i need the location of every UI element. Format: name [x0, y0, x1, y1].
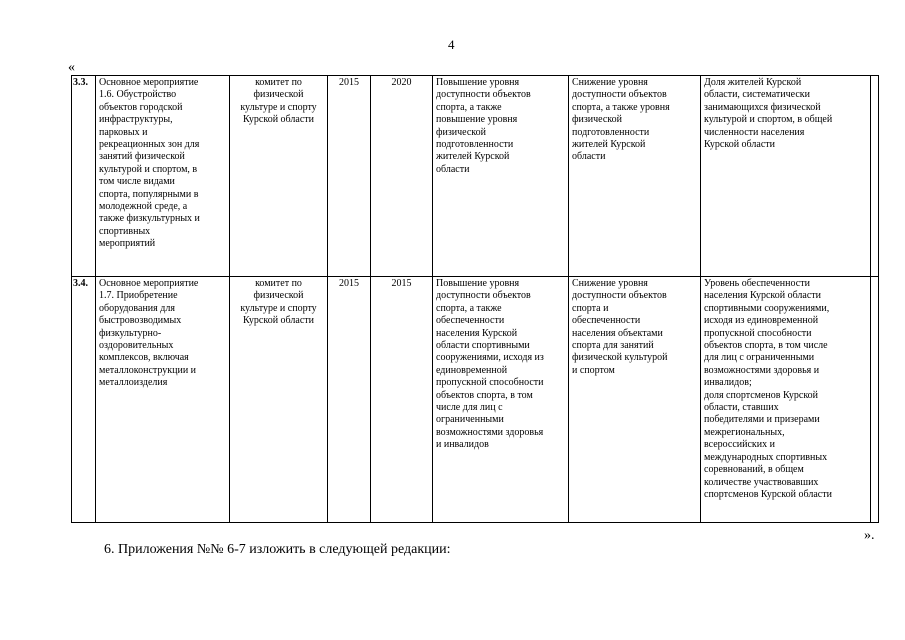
indicators-cell: Уровень обеспеченности населения Курской области спортивными сооружениями, исходя из единовременной пропускной способности объектов спорта, в том числе для лиц с ограниченными возможностями здоровья и инвалидов; доля спортсменов Курской области, ставших победителями и призерами межрегиональных, всероссийских и международных спортивных соревнований, в общем количестве участвовавших спортсменов Курской области — [701, 277, 871, 523]
row-number: 3.4. — [72, 277, 96, 523]
page-number: 4 — [448, 37, 455, 52]
executor-cell: комитет по физической культуре и спорту Курской области — [230, 76, 328, 277]
end-year-cell: 2015 — [371, 277, 433, 523]
measures-table — [71, 75, 879, 523]
table-row — [72, 76, 879, 277]
end-year-cell: 2020 — [371, 76, 433, 277]
spacer-cell — [871, 277, 879, 523]
measure-cell: Основное мероприятие 1.7. Приобретение оборудования для быстровозводимых физкультурно- оздоровительных комплексов, включая металлоконструкции и металлоизделия — [96, 277, 230, 523]
expected-result-cell: Повышение уровня доступности объектов спорта, а также обеспеченности населения Курской области спортивными сооружениями, исходя из единовременной пропускной способности объектов спорта, в том числе для лиц с ограниченными возможностями здоровья и инвалидов — [433, 277, 569, 523]
executor-cell: комитет по физической культуре и спорту Курской области — [230, 277, 328, 523]
measure-cell: Основное мероприятие 1.6. Обустройство объектов городской инфраструктуры, парковых и рекреационных зон для занятий физической культурой и спортом, в том числе видами спорта, популярными в молодежной среде, а также физкультурных и спортивных мероприятий — [96, 76, 230, 277]
row-number: 3.3. — [72, 76, 96, 277]
consequences-cell: Снижение уровня доступности объектов спорта, а также уровня физической подготовленности жителей Курской области — [569, 76, 701, 277]
opening-quote-mark: « — [68, 60, 75, 75]
indicators-cell: Доля жителей Курской области, систематически занимающихся физической культурой и спортом, в общей численности населения Курской области — [701, 76, 871, 277]
closing-quote-mark: ». — [864, 528, 875, 543]
table-row — [72, 277, 879, 523]
instruction-paragraph: 6. Приложения №№ 6-7 изложить в следующей редакции: — [104, 542, 451, 557]
start-year-cell: 2015 — [328, 76, 371, 277]
expected-result-cell: Повышение уровня доступности объектов спорта, а также повышение уровня физической подготовленности жителей Курской области — [433, 76, 569, 277]
start-year-cell: 2015 — [328, 277, 371, 523]
consequences-cell: Снижение уровня доступности объектов спорта и обеспеченности населения объектами спорта для занятий физической культурой и спортом — [569, 277, 701, 523]
spacer-cell — [871, 76, 879, 277]
